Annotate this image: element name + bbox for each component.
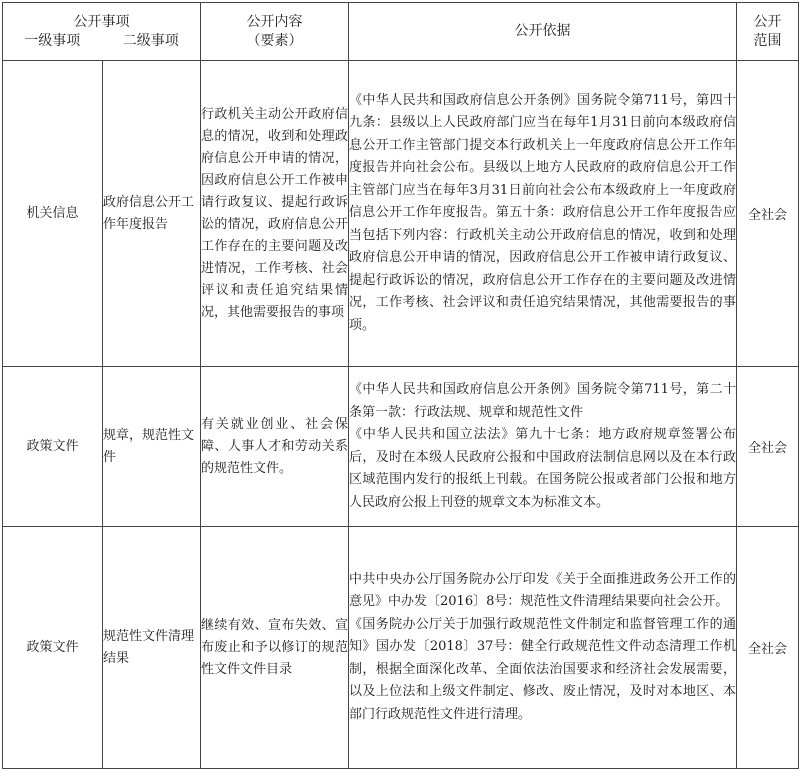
header-level1-label: 一级事项	[24, 32, 81, 49]
disclosure-table	[2, 2, 799, 769]
header-public-item	[3, 3, 201, 61]
header-public-item-label: 公开事项	[73, 13, 130, 30]
header-basis-label: 公开依据	[514, 23, 571, 39]
basis-paragraph: 《中华人民共和国政府信息公开条例》国务院令第711号，第四十九条：县级以上人民政府部门应当在每年1月31日前向本级政府信息公开工作主管部门提交本行政机关上一年度政府信息公开工作年度报告并向社会公布。县级以上地方人民政府的政府信息公开工作主管部门应当在每年3月31日前向社会公布本级政府上一年度政府信息公开工作年度报告。第五十条：政府信息公开工作年度报告应当包括下列内容：行政机关主动公开政府信息的情况，收到和处理政府信息公开申请的情况，因政府信息公开工作被申请行政复议、提起行政诉讼的情况，政府信息公开工作存在的主要问题及改进情况，工作考核、社会评议和责任追究结果情况，其他需要报告的事项。	[349, 92, 736, 333]
header-scope	[737, 3, 799, 61]
header-level-labels	[3, 32, 200, 51]
header-content-line2: （要素）	[246, 32, 303, 49]
row-content-cell: 行政机关主动公开政府信息的情况，收到和处理政府信息公开申请的情况，因政府信息公开工作被申请行政复议、提起行政诉讼的情况，政府信息公开工作存在的主要问题及改进情况，工作考核、社会评议和责任追究结果情况，其他需要报告的事项	[201, 61, 349, 367]
basis-paragraph: 《中华人民共和国立法法》第九十七条：地方政府规章签署公布后，及时在本级人民政府公报和中国政府法制信息网以及在本行政区域范围内发行的报纸上刊载。在国务院公报或者部门公报和地方人民政府公报上刊登的规章文本为标准文本。	[349, 427, 736, 510]
basis-paragraph: 中共中央办公厅国务院办公厅印发《关于全面推进政务公开工作的意见》中办发〔2016〕8号：规范性文件清理结果要向社会公开。	[349, 571, 736, 610]
row-level1-cell: 政策文件	[3, 367, 103, 527]
header-content-line1: 公开内容	[246, 13, 303, 30]
row-level1-cell: 机关信息	[3, 61, 103, 367]
row-scope-cell: 全社会	[737, 527, 799, 769]
table-header-row	[3, 3, 799, 61]
basis-paragraph: 《国务院办公厅关于加强行政规范性文件制定和监督管理工作的通知》国办发〔2018〕37号：健全行政规范性文件动态清理工作机制，根据全面深化改革、全面依法治国要求和经济社会发展需要，以及上位法和上级文件制定、修改、废止情况，及时对本地区、本部门行政规范性文件进行清理。	[349, 616, 736, 722]
basis-paragraph: 《中华人民共和国政府信息公开条例》国务院令第711号，第二十条第一款：行政法规、规章和规范性文件	[349, 382, 736, 420]
header-basis	[349, 3, 737, 61]
header-scope-line2: 范围	[753, 32, 782, 49]
header-scope-line1: 公开	[753, 13, 782, 30]
row-level1-cell: 政策文件	[3, 527, 103, 769]
row-basis-cell	[349, 367, 737, 527]
table-row	[3, 527, 799, 769]
row-level2-cell: 规章，规范性文件	[103, 367, 201, 527]
row-basis-cell	[349, 527, 737, 769]
row-scope-cell: 全社会	[737, 367, 799, 527]
header-content	[201, 3, 349, 61]
row-content-cell: 继续有效、宣布失效、宣布废止和予以修订的规范性文件文件目录	[201, 527, 349, 769]
row-scope-cell: 全社会	[737, 61, 799, 367]
row-basis-cell	[349, 61, 737, 367]
header-level2-label: 二级事项	[122, 32, 179, 49]
table-row	[3, 367, 799, 527]
row-content-cell: 有关就业创业、社会保障、人事人才和劳动关系的规范性文件。	[201, 367, 349, 527]
row-level2-cell: 政府信息公开工作年度报告	[103, 61, 201, 367]
row-level2-cell: 规范性文件清理结果	[103, 527, 201, 769]
table-row	[3, 61, 799, 367]
